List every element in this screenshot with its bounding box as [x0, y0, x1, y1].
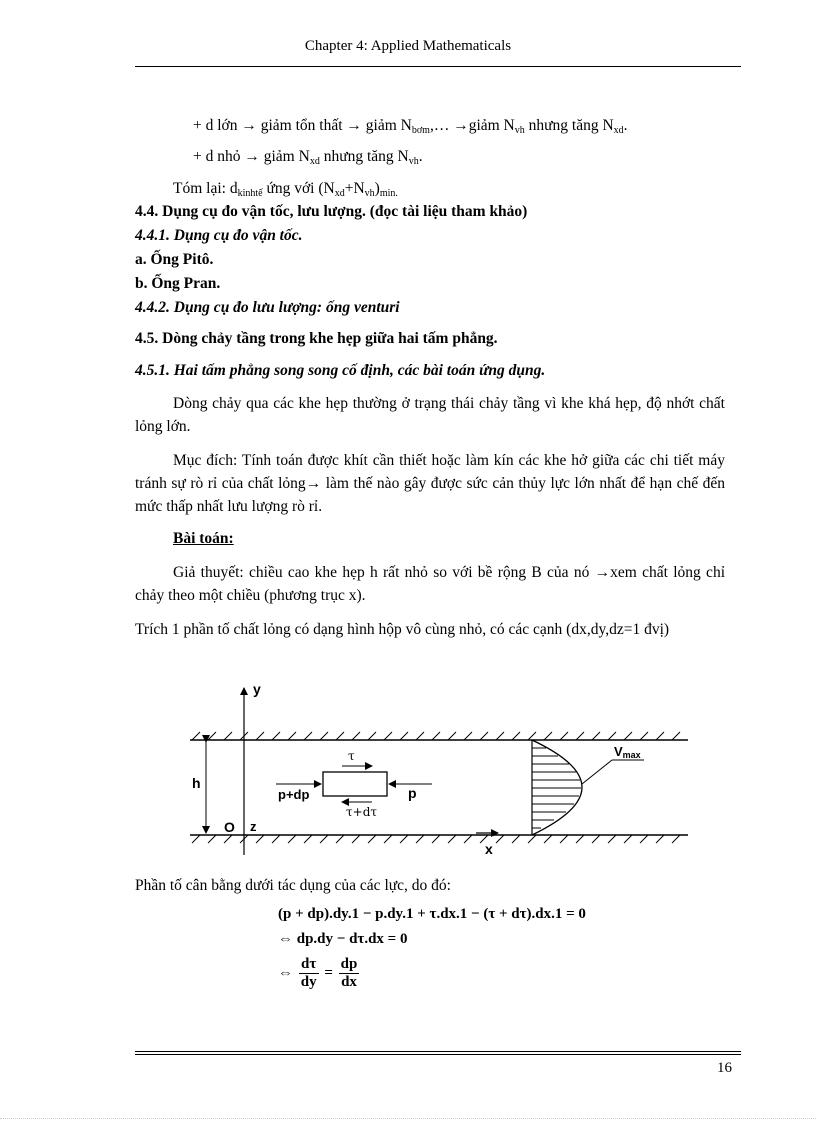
- summary-text: ứng với (N: [262, 180, 335, 197]
- bullet-text: ,…: [429, 117, 454, 134]
- fluid-element-box: [323, 772, 387, 796]
- bullet-text: .: [418, 148, 423, 165]
- subscript: vh: [408, 156, 419, 167]
- bullet-text: + d nhỏ: [193, 148, 245, 165]
- bullet-text: + d lớn: [193, 117, 242, 134]
- tau-label: τ: [348, 749, 355, 763]
- paragraph-text: Mục đích: Tính toán được khít cần thiết hoặc làm kín các khe hở giữa các chi tiết máy tránh sự rò rỉ của chất lỏng: [135, 452, 725, 492]
- subscript: min.: [379, 188, 398, 199]
- origin-label: O: [224, 819, 235, 835]
- subscript: xd: [613, 125, 624, 136]
- bullet-small-d: [193, 148, 423, 167]
- paragraph-text: làm thế nào gây được sức cản thủy lực lớn nhất để hạn chế đến mức thấp nhất lưu lượng rò rỉ.: [135, 475, 726, 515]
- z-label: z: [250, 819, 257, 834]
- paragraph-text: xem chất lỏng chỉ chảy theo một chiều (phương trục x).: [135, 564, 725, 604]
- bullet-text: giảm tổn thất: [256, 117, 347, 134]
- section-item-b: b. Ống Pran.: [135, 275, 221, 292]
- h-label: h: [192, 775, 201, 791]
- p-dp-label: p+dp: [278, 787, 310, 802]
- vmax-label-sub: max: [622, 750, 641, 760]
- bullet-text: .: [623, 117, 628, 134]
- velocity-profile-arrows: [532, 748, 581, 828]
- footer-rule-1: [135, 1051, 741, 1052]
- equation-2: [278, 931, 407, 948]
- equivalence-symbol: ⇔: [278, 931, 293, 947]
- subscript: vh: [514, 125, 525, 136]
- paragraph-equilibrium: Phần tố cân bằng dưới tác dụng của các lực, do đó:: [135, 877, 451, 894]
- x-axis-label: x: [485, 841, 493, 857]
- bullet-text: giảm N: [259, 148, 310, 165]
- fraction-numerator: dτ: [299, 956, 319, 974]
- vmax-leader-line: [582, 760, 612, 784]
- bullet-text: giảm N: [468, 117, 515, 134]
- equation-2-text: dp.dy − dτ.dx = 0: [296, 931, 408, 947]
- page-bottom-border: [0, 1118, 816, 1119]
- y-axis-label: y: [253, 681, 261, 697]
- summary-text: +N: [344, 180, 365, 197]
- flow-diagram: [180, 680, 700, 860]
- bullet-large-d: [193, 117, 628, 136]
- paragraph-purpose: [135, 449, 725, 518]
- arrow-icon: →: [346, 117, 362, 134]
- fraction-denominator: dy: [300, 974, 317, 990]
- fraction-dp-dx: [339, 956, 360, 991]
- fraction-dtau-dy: [299, 956, 319, 991]
- arrow-icon: →: [305, 475, 322, 492]
- summary-text: Tóm lại: d: [173, 180, 238, 197]
- summary-line: [173, 180, 398, 199]
- top-plate-hatch: [192, 732, 680, 740]
- subscript: bơm: [411, 125, 430, 136]
- paragraph-laminar-flow: Dòng chảy qua các khe hẹp thường ở trạng thái chảy tầng vì khe khá hẹp, độ nhớt chất lỏng lớn.: [135, 395, 725, 435]
- summary-text: ): [374, 180, 380, 197]
- section-heading-4-5-1: 4.5.1. Hai tấm phẳng song song cố định, các bài toán ứng dụng.: [135, 362, 546, 379]
- arrow-icon: →: [244, 148, 260, 165]
- section-heading-4-4-1: 4.4.1. Dụng cụ đo vận tốc.: [135, 227, 303, 244]
- bullet-text: nhưng tăng N: [319, 148, 409, 165]
- vmax-label: [614, 744, 641, 760]
- section-heading-4-4-2: 4.4.2. Dụng cụ đo lưu lượng: ống venturi: [135, 299, 400, 316]
- bullet-text: giảm N: [361, 117, 412, 134]
- footer-rule-2: [135, 1054, 741, 1055]
- subscript: xd: [309, 156, 320, 167]
- equivalence-symbol: ⇔: [278, 965, 293, 981]
- subscript: kinhtế: [237, 188, 263, 199]
- page-number: 16: [717, 1060, 732, 1076]
- arrow-icon: →: [453, 117, 469, 134]
- fraction-denominator: dx: [341, 974, 357, 990]
- equals-sign: =: [324, 965, 333, 981]
- subscript: vh: [364, 188, 375, 199]
- equation-3: [278, 956, 361, 991]
- bullet-text: nhưng tăng N: [524, 117, 614, 134]
- vmax-label-main: V: [614, 744, 623, 759]
- subscript: xd: [334, 188, 345, 199]
- arrow-icon: →: [594, 564, 611, 581]
- equation-1: (p + dp).dy.1 − p.dy.1 + τ.dx.1 − (τ + dτ).dx.1 = 0: [278, 906, 586, 922]
- section-heading-4-5: 4.5. Dòng chảy tầng trong khe hẹp giữa hai tấm phẳng.: [135, 330, 498, 347]
- fraction-numerator: dp: [340, 956, 358, 972]
- section-item-a: a. Ống Pitô.: [135, 251, 214, 268]
- paragraph-text: Giả thuyết: chiều cao khe hẹp h rất nhỏ so với bề rộng B của nó: [173, 564, 595, 581]
- p-label: p: [408, 785, 417, 801]
- problem-label-text: Bài toán:: [173, 530, 234, 547]
- tau-dtau-label: τ+dτ: [346, 805, 378, 819]
- paragraph-hypothesis: [135, 561, 725, 607]
- header-rule: [135, 66, 741, 67]
- section-heading-4-4: 4.4. Dụng cụ đo vận tốc, lưu lượng. (đọc tài liệu tham khảo): [135, 203, 528, 220]
- arrow-icon: →: [241, 117, 257, 134]
- page-header-title: Chapter 4: Applied Mathematicals: [304, 38, 512, 54]
- problem-label: [173, 530, 234, 548]
- paragraph-element: Trích 1 phần tố chất lỏng có dạng hình hộp vô cùng nhỏ, có các cạnh (dx,dy,dz=1 đvị): [135, 621, 670, 638]
- bottom-plate-hatch: [192, 835, 680, 843]
